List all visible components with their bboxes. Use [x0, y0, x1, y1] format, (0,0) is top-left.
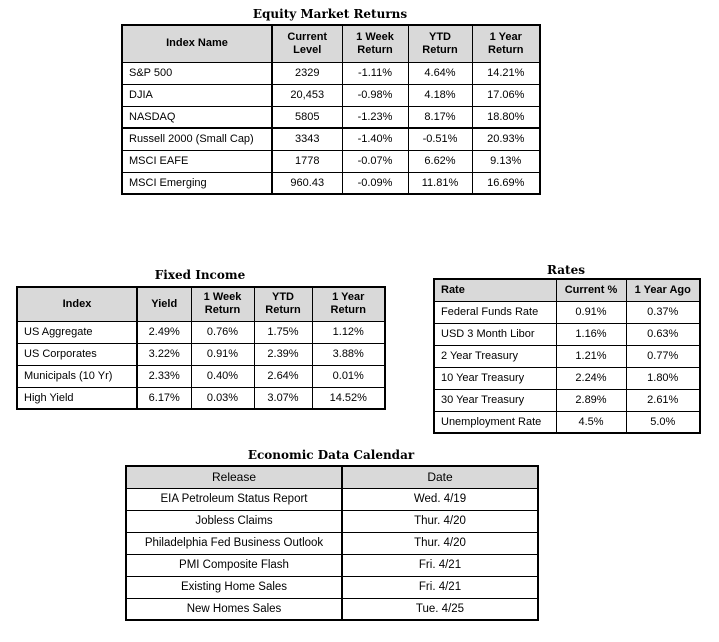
- fi-week: 0.03%: [191, 387, 254, 409]
- equity-ytd: 4.64%: [408, 62, 472, 84]
- fi-year: 3.88%: [312, 343, 385, 365]
- table-row: [434, 367, 700, 389]
- equity-year: 9.13%: [472, 150, 540, 172]
- fi-header-ytd: YTD Return: [254, 287, 312, 321]
- rates-name: 2 Year Treasury: [434, 345, 556, 367]
- calendar-table: [125, 465, 539, 621]
- equity-ytd: 4.18%: [408, 84, 472, 106]
- rates-name: 30 Year Treasury: [434, 389, 556, 411]
- fi-header-week: 1 Week Return: [191, 287, 254, 321]
- calendar-header-release: Release: [126, 466, 342, 488]
- rates-header-rate: Rate: [434, 279, 556, 301]
- rates-current: 0.91%: [556, 301, 626, 323]
- table-row: [434, 389, 700, 411]
- calendar-release: EIA Petroleum Status Report: [126, 488, 342, 510]
- rates-year-ago: 0.77%: [626, 345, 700, 367]
- equity-index-name: S&P 500: [122, 62, 272, 84]
- equity-week: -0.98%: [342, 84, 408, 106]
- rates-name: USD 3 Month Libor: [434, 323, 556, 345]
- table-row: [122, 106, 540, 128]
- equity-ytd: 8.17%: [408, 106, 472, 128]
- calendar-date: Fri. 4/21: [342, 576, 538, 598]
- table-row: [122, 172, 540, 194]
- calendar-date: Thur. 4/20: [342, 532, 538, 554]
- calendar-release: Philadelphia Fed Business Outlook: [126, 532, 342, 554]
- equity-index-name: Russell 2000 (Small Cap): [122, 128, 272, 150]
- fi-header-year: 1 Year Return: [312, 287, 385, 321]
- equity-index-name: MSCI Emerging: [122, 172, 272, 194]
- table-row: [126, 532, 538, 554]
- rates-year-ago: 2.61%: [626, 389, 700, 411]
- fi-yield: 6.17%: [137, 387, 191, 409]
- table-row: [17, 387, 385, 409]
- fi-year: 1.12%: [312, 321, 385, 343]
- calendar-release: New Homes Sales: [126, 598, 342, 620]
- rates-name: 10 Year Treasury: [434, 367, 556, 389]
- equity-week: -0.07%: [342, 150, 408, 172]
- fi-ytd: 3.07%: [254, 387, 312, 409]
- equity-header-week: 1 Week Return: [342, 25, 408, 62]
- fi-week: 0.91%: [191, 343, 254, 365]
- rates-current: 4.5%: [556, 411, 626, 433]
- equity-week: -1.23%: [342, 106, 408, 128]
- rates-header-current: Current %: [556, 279, 626, 301]
- fi-week: 0.40%: [191, 365, 254, 387]
- rates-year-ago: 0.63%: [626, 323, 700, 345]
- equity-level: 1778: [272, 150, 342, 172]
- calendar-date: Tue. 4/25: [342, 598, 538, 620]
- fixed-income-table: [16, 286, 386, 410]
- table-row: [122, 128, 540, 150]
- rates-current: 2.24%: [556, 367, 626, 389]
- fi-yield: 2.49%: [137, 321, 191, 343]
- table-row: [17, 321, 385, 343]
- fi-index-name: High Yield: [17, 387, 137, 409]
- equity-year: 16.69%: [472, 172, 540, 194]
- equity-level: 5805: [272, 106, 342, 128]
- table-row: [122, 150, 540, 172]
- table-row: [126, 576, 538, 598]
- table-row: [434, 323, 700, 345]
- equity-year: 20.93%: [472, 128, 540, 150]
- fi-year: 14.52%: [312, 387, 385, 409]
- table-row: [122, 62, 540, 84]
- calendar-date: Thur. 4/20: [342, 510, 538, 532]
- calendar-release: Existing Home Sales: [126, 576, 342, 598]
- equity-header-index: Index Name: [122, 25, 272, 62]
- equity-level: 960.43: [272, 172, 342, 194]
- table-row: [126, 554, 538, 576]
- rates-name: Federal Funds Rate: [434, 301, 556, 323]
- table-row: [434, 301, 700, 323]
- rates-current: 1.21%: [556, 345, 626, 367]
- equity-header-level: Current Level: [272, 25, 342, 62]
- equity-ytd: 6.62%: [408, 150, 472, 172]
- table-row: [434, 345, 700, 367]
- fi-index-name: Municipals (10 Yr): [17, 365, 137, 387]
- equity-index-name: MSCI EAFE: [122, 150, 272, 172]
- fi-header-index: Index: [17, 287, 137, 321]
- rates-name: Unemployment Rate: [434, 411, 556, 433]
- rates-year-ago: 0.37%: [626, 301, 700, 323]
- equity-title: Equity Market Returns: [252, 7, 408, 21]
- fixed-income-title: Fixed Income: [154, 268, 246, 282]
- rates-current: 2.89%: [556, 389, 626, 411]
- fi-header-yield: Yield: [137, 287, 191, 321]
- calendar-release: PMI Composite Flash: [126, 554, 342, 576]
- equity-year: 18.80%: [472, 106, 540, 128]
- fi-ytd: 2.39%: [254, 343, 312, 365]
- rates-table: [433, 278, 701, 434]
- rates-year-ago: 1.80%: [626, 367, 700, 389]
- table-row: [122, 84, 540, 106]
- equity-year: 14.21%: [472, 62, 540, 84]
- table-row: [434, 411, 700, 433]
- fi-index-name: US Corporates: [17, 343, 137, 365]
- rates-header-year-ago: 1 Year Ago: [626, 279, 700, 301]
- equity-week: -1.40%: [342, 128, 408, 150]
- table-row: [126, 598, 538, 620]
- equity-level: 20,453: [272, 84, 342, 106]
- fi-ytd: 1.75%: [254, 321, 312, 343]
- table-row: [126, 510, 538, 532]
- calendar-title: Economic Data Calendar: [247, 448, 415, 462]
- equity-year: 17.06%: [472, 84, 540, 106]
- equity-level: 2329: [272, 62, 342, 84]
- equity-table: [121, 24, 541, 195]
- table-row: [17, 365, 385, 387]
- equity-header-ytd: YTD Return: [408, 25, 472, 62]
- equity-ytd: 11.81%: [408, 172, 472, 194]
- equity-index-name: DJIA: [122, 84, 272, 106]
- fi-yield: 2.33%: [137, 365, 191, 387]
- calendar-header-date: Date: [342, 466, 538, 488]
- table-row: [17, 343, 385, 365]
- equity-ytd: -0.51%: [408, 128, 472, 150]
- rates-title: Rates: [547, 263, 585, 277]
- calendar-date: Fri. 4/21: [342, 554, 538, 576]
- fi-ytd: 2.64%: [254, 365, 312, 387]
- calendar-release: Jobless Claims: [126, 510, 342, 532]
- table-row: [126, 488, 538, 510]
- equity-header-year: 1 Year Return: [472, 25, 540, 62]
- equity-index-name: NASDAQ: [122, 106, 272, 128]
- fi-week: 0.76%: [191, 321, 254, 343]
- rates-year-ago: 5.0%: [626, 411, 700, 433]
- equity-level: 3343: [272, 128, 342, 150]
- equity-week: -0.09%: [342, 172, 408, 194]
- calendar-date: Wed. 4/19: [342, 488, 538, 510]
- fi-yield: 3.22%: [137, 343, 191, 365]
- rates-current: 1.16%: [556, 323, 626, 345]
- fi-index-name: US Aggregate: [17, 321, 137, 343]
- fi-year: 0.01%: [312, 365, 385, 387]
- equity-week: -1.11%: [342, 62, 408, 84]
